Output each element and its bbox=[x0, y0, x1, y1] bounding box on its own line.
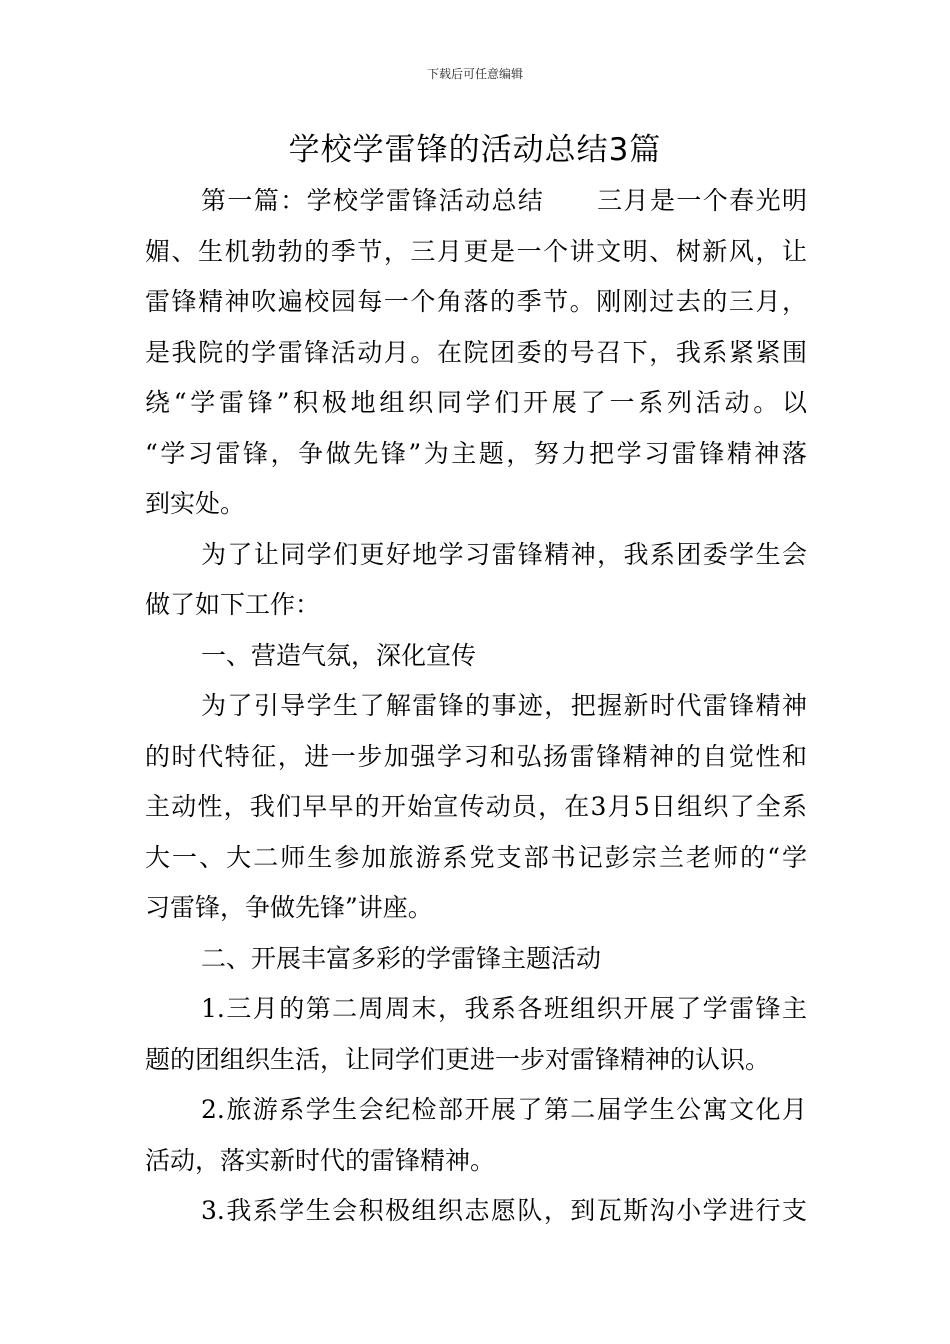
text-line: 媚、生机勃勃的季节，三月更是一个讲文明、树新风，让 bbox=[145, 236, 807, 266]
text-line: 到实处。 bbox=[145, 489, 246, 518]
text-line: 1.三月的第二周周末，我系各班组织开展了学雷锋主 bbox=[201, 994, 807, 1023]
text-line: 大一、大二师生参加旅游系党支部书记彭宗兰老师的“学 bbox=[145, 842, 807, 872]
document-body bbox=[145, 176, 807, 1237]
text-line: 活动，落实新时代的雷锋精神。 bbox=[145, 1145, 496, 1175]
list-item bbox=[145, 1186, 807, 1237]
text-line: 的时代特征，进一步加强学习和弘扬雷锋精神的自觉性和 bbox=[145, 741, 807, 771]
list-item bbox=[145, 1085, 807, 1186]
text-line: “学习雷锋，争做先锋”为主题，努力把学习雷锋精神落 bbox=[145, 438, 807, 468]
text-line: 习雷锋，争做先锋”讲座。 bbox=[145, 893, 433, 922]
text-line: 第一篇：学校学雷锋活动总结 三月是一个春光明 bbox=[201, 186, 807, 215]
section-heading bbox=[145, 631, 807, 682]
document-title: 学校学雷锋的活动总结3篇 bbox=[288, 132, 662, 168]
section-heading bbox=[145, 934, 807, 985]
paragraph bbox=[145, 681, 807, 934]
text-line: 一、营造气氛，深化宣传 bbox=[201, 640, 477, 670]
text-line: 雷锋精神吹遍校园每一个角落的季节。刚刚过去的三月， bbox=[145, 287, 807, 316]
text-line: 绕“学雷锋”积极地组织同学们开展了一系列活动。以 bbox=[145, 388, 807, 417]
text-line: 3.我系学生会积极组织志愿队，到瓦斯沟小学进行支 bbox=[201, 1196, 807, 1225]
text-line: 做了如下工作： bbox=[145, 590, 321, 619]
text-line: 题的团组织生活，让同学们更进一步对雷锋精神的认识。 bbox=[145, 1044, 771, 1074]
text-line: 二、开展丰富多彩的学雷锋主题活动 bbox=[201, 943, 602, 973]
paragraph bbox=[145, 176, 807, 530]
header-note: 下载后可任意编辑 bbox=[426, 67, 523, 81]
paragraph bbox=[145, 530, 807, 631]
list-item bbox=[145, 984, 807, 1085]
text-line: 为了引导学生了解雷锋的事迹，把握新时代雷锋精神 bbox=[201, 691, 807, 720]
text-line: 为了让同学们更好地学习雷锋精神，我系团委学生会 bbox=[201, 539, 807, 569]
text-line: 主动性，我们早早的开始宣传动员，在3月5日组织了全系 bbox=[145, 792, 807, 821]
text-line: 2.旅游系学生会纪检部开展了第二届学生公寓文化月 bbox=[201, 1095, 807, 1124]
text-line: 是我院的学雷锋活动月。在院团委的号召下，我系紧紧围 bbox=[145, 337, 807, 367]
